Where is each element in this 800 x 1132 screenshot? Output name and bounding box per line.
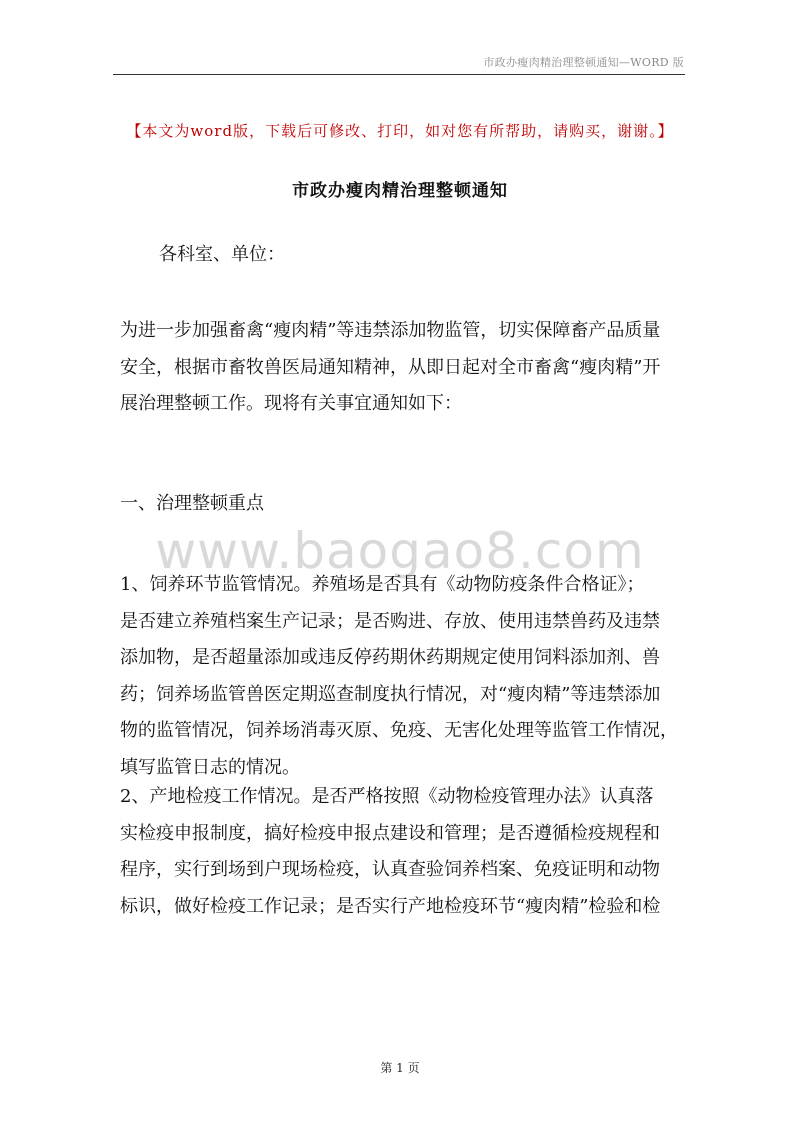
intro-line: 展治理整顿工作。现将有关事宜通知如下： xyxy=(120,393,462,414)
item-line: 标识，做好检疫工作记录；是否实行产地检疫环节“瘦肉精”检验和检 xyxy=(120,895,661,917)
item-2-paragraph xyxy=(120,779,688,925)
item-line: 实检疫申报制度，搞好检疫申报点建设和管理；是否遵循检疫规程和 xyxy=(120,822,660,844)
section-heading xyxy=(120,486,688,523)
item-line: 1、饲养环节监管情况。养殖场是否具有《动物防疫条件合格证》； xyxy=(120,574,645,595)
item-line: 填写监管日志的情况。 xyxy=(120,756,300,778)
intro-paragraph xyxy=(120,313,688,423)
item-line: 药；饲养场监管兽医定期巡查制度执行情况，对“瘦肉精”等违禁添加 xyxy=(120,683,661,705)
section-heading-text: 一、治理整顿重点 xyxy=(120,493,264,514)
item-line: 物的监管情况，饲养场消毒灭原、免疫、无害化处理等监管工作情况， xyxy=(120,720,678,741)
watermark: www.baogao8.com xyxy=(155,522,645,580)
download-notice: 【本文为word版，下载后可修改、打印，如对您有所帮助，请购买，谢谢。】 xyxy=(126,122,674,140)
header-divider xyxy=(113,74,685,75)
intro-line: 安全，根据市畜牧兽医局通知精神，从即日起对全市畜禽“瘦肉精”开 xyxy=(120,356,661,378)
running-header: 市政办瘦肉精治理整顿通知—WORD 版 xyxy=(483,56,684,69)
intro-line: 为进一步加强畜禽“瘦肉精”等违禁添加物监管，切实保障畜产品质量 xyxy=(120,320,661,341)
item-line: 是否建立养殖档案生产记录；是否购进、存放、使用违禁兽药及违禁 xyxy=(120,610,660,632)
page-number: 第 1 页 xyxy=(380,1061,420,1075)
item-1-paragraph xyxy=(120,567,688,786)
item-line: 2、产地检疫工作情况。是否严格按照《动物检疫管理办法》认真落 xyxy=(120,786,654,807)
item-line: 添加物，是否超量添加或违反停药期休药期规定使用饲料添加剂、兽 xyxy=(120,647,660,668)
item-line: 程序，实行到场到户现场检疫，认真查验饲养档案、免疫证明和动物 xyxy=(120,859,660,880)
salutation: 各科室、单位： xyxy=(159,244,285,265)
document-title: 市政办瘦肉精治理整顿通知 xyxy=(292,181,508,201)
